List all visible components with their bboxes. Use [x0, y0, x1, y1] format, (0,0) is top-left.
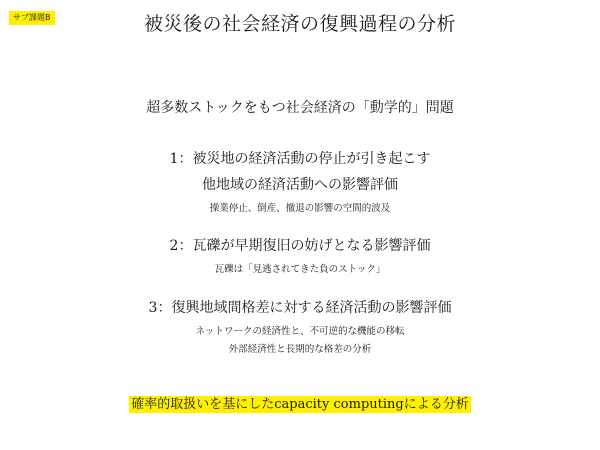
sub-topic-badge: サブ課題B [9, 11, 55, 25]
item-2-detail: 瓦礫は「見逃されてきた負のストック」 [214, 264, 386, 275]
item-2 [0, 233, 600, 279]
item-3-heading: 3：復興地域間格差に対する経済活動の影響評価 [148, 300, 452, 316]
item-1-detail: 操業停止、倒産、撤退の影響の空間的波及 [209, 203, 391, 214]
item-3-detail-2: 外部経済性と長期的な格差の分析 [228, 344, 372, 355]
footer-text: 確率的取扱いを基にしたcapacity computingによる分析 [131, 397, 469, 412]
item-1-heading-cont: 他地域の経済活動への影響評価 [202, 177, 398, 193]
item-2-heading: 2：瓦礫が早期復旧の妨げとなる影響評価 [169, 238, 431, 254]
item-1 [0, 146, 600, 218]
slide-subtitle: 超多数ストックをもつ社会経済の「動学的」問題 [146, 100, 454, 116]
item-3 [0, 295, 600, 359]
footer-highlight [0, 393, 600, 415]
item-3-detail-1: ネットワークの経済性と、不可逆的な機能の移転 [195, 326, 405, 337]
item-1-heading: 1：被災地の経済活動の停止が引き起こす [169, 151, 431, 167]
slide-title: 被災後の社会経済の復興過程の分析 [143, 13, 456, 35]
